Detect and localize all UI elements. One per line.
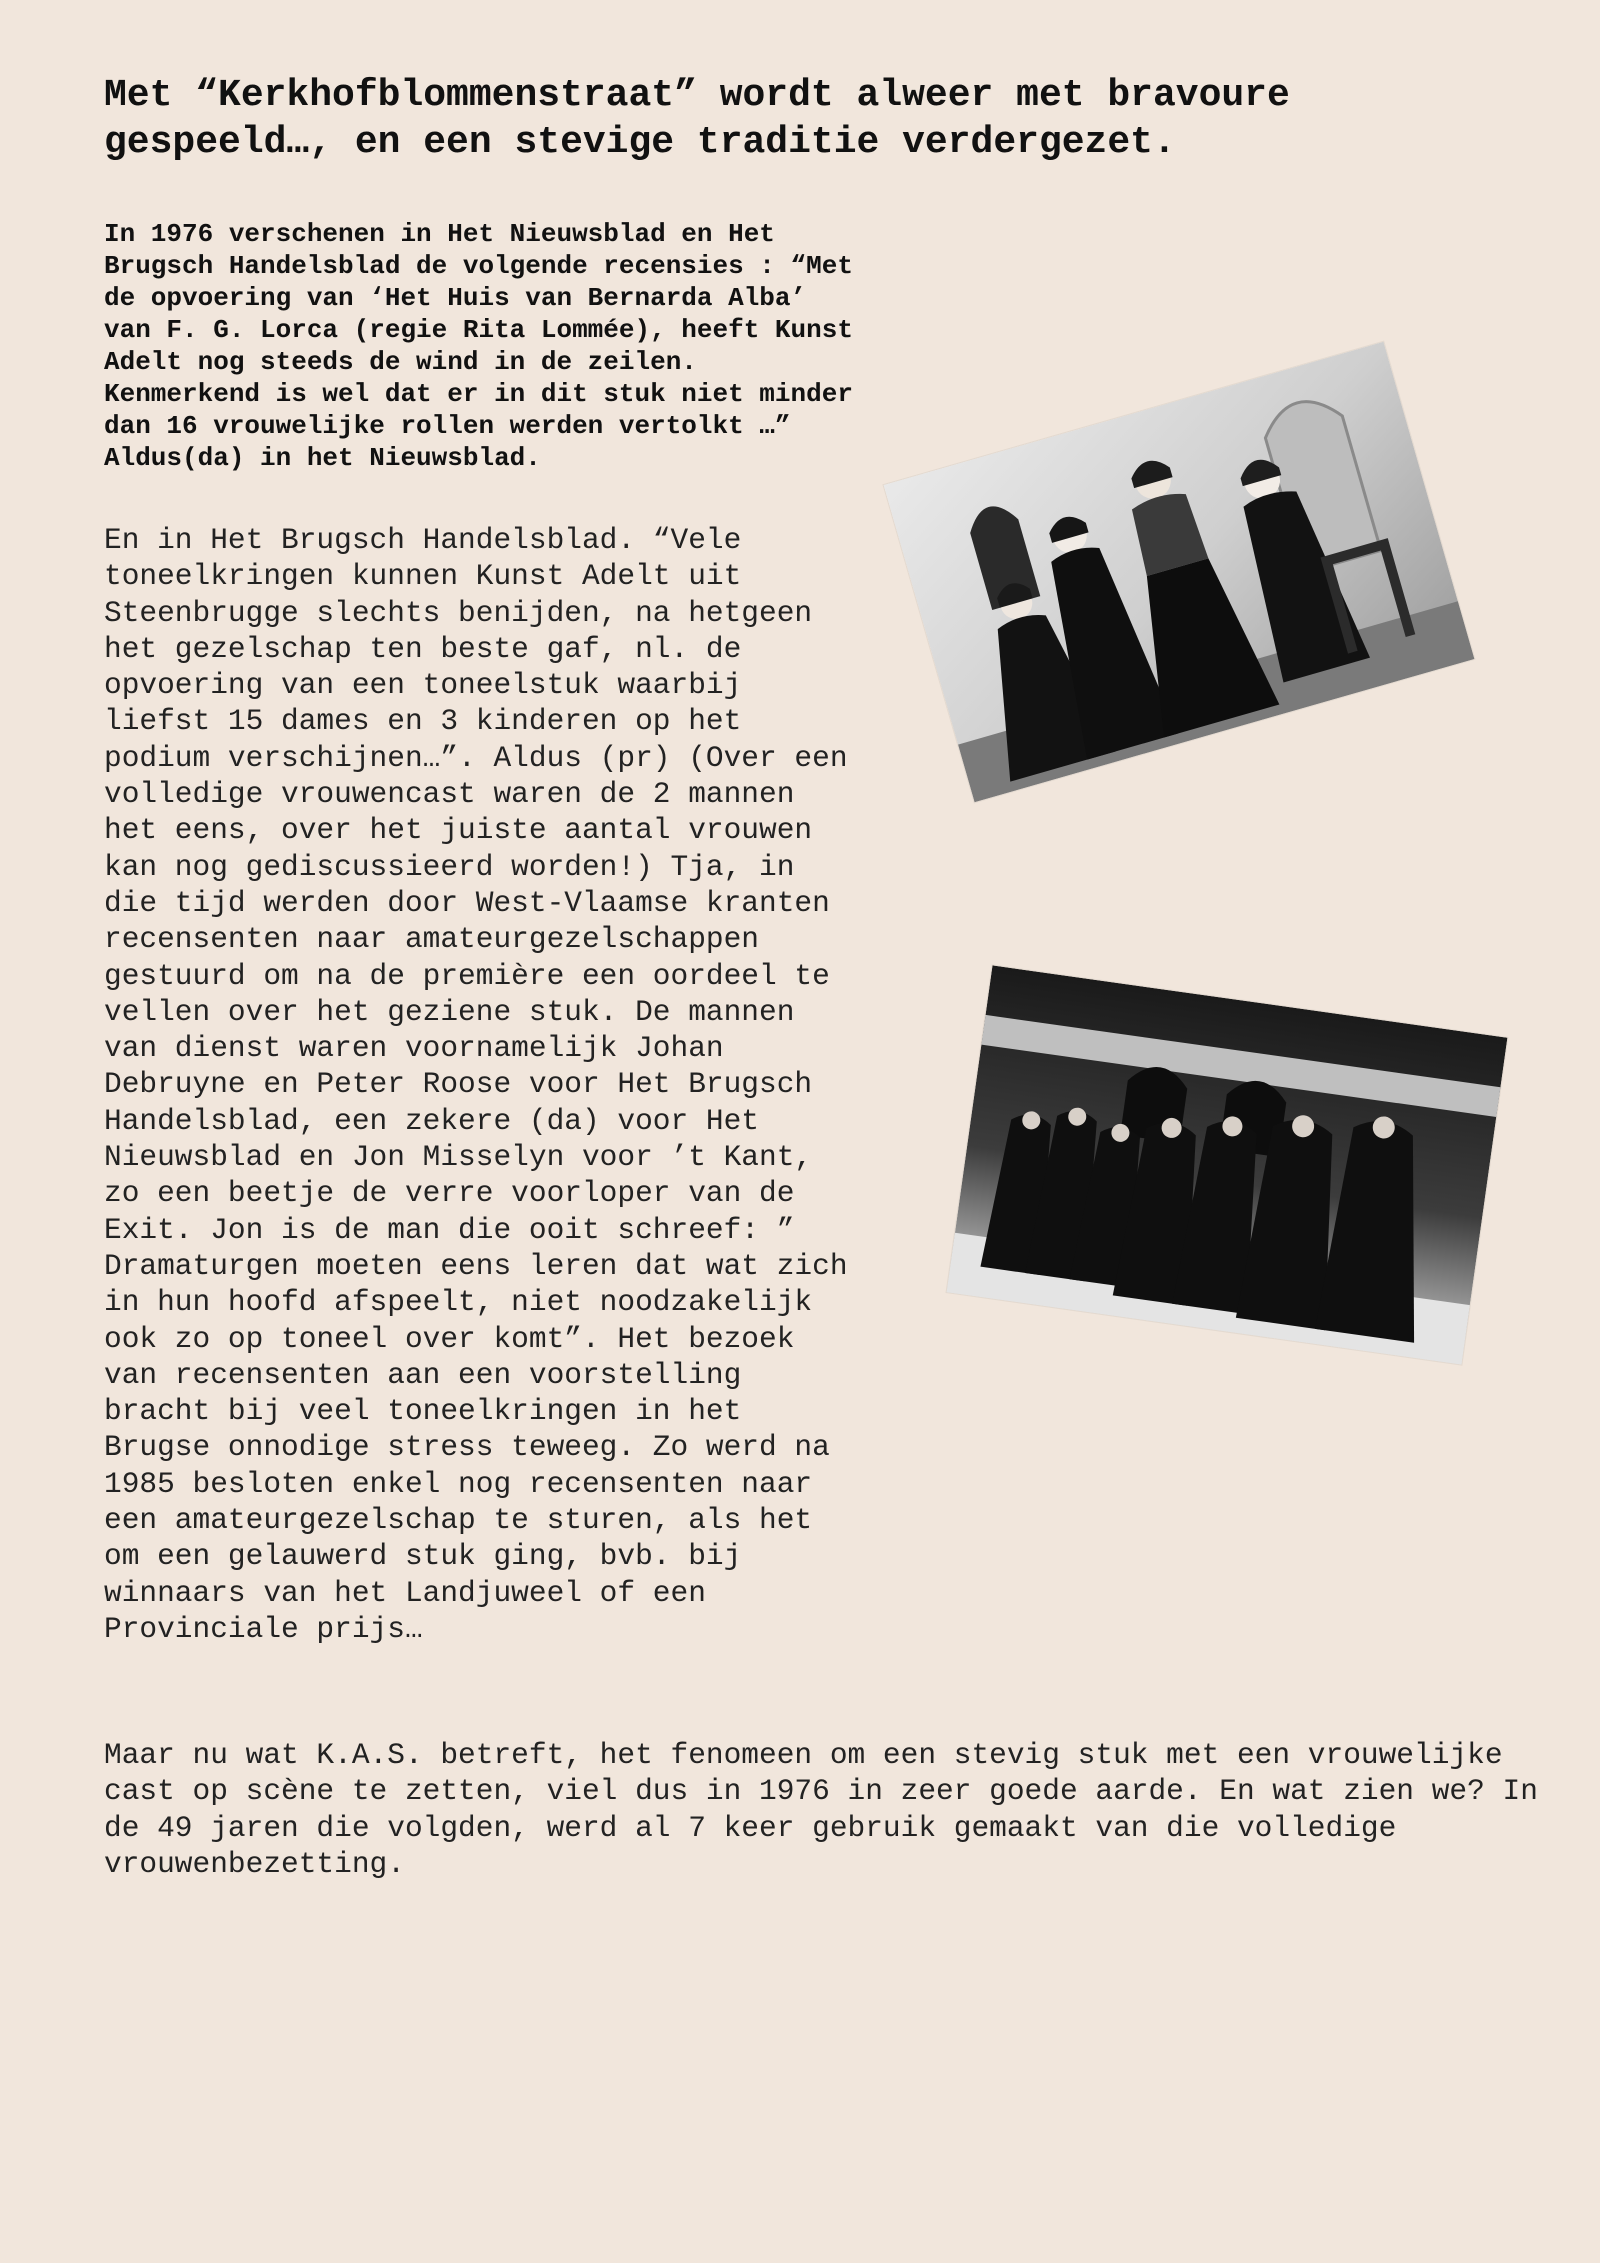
stage-photo-ensemble-image [947,965,1508,1364]
stage-photo-ensemble [947,965,1508,1364]
stage-photo-four-women-image [884,342,1475,803]
closing-paragraph: Maar nu wat K.A.S. betreft, het fenomeen om een stevig stuk met een vrouwelijke cast op scène te zetten, viel dus in 1976 in zeer goede aarde. En wat zien we? In de 49 jaren die volgden, werd al 7 keer gebruik gemaakt van die volledige vrouwenbezetting. [104,1738,1538,1881]
stage-photo-four-women [884,342,1475,803]
body-paragraph: En in Het Brugsch Handelsblad. “Vele toneelkringen kunnen Kunst Adelt uit Steenbrugge slechts benijden, na hetgeen het gezelschap ten beste gaf, nl. de opvoering van een toneelstuk waarbij liefst 15 dames en 3 kinderen op het podium verschijnen…”. Aldus (pr) (Over een volledige vrouwencast waren de 2 mannen het eens, over het juiste aantal vrouwen kan nog gediscussieerd worden!) Tja, in die tijd werden door West-Vlaamse kranten recensenten naar amateurgezelschappen gestuurd om na de première een oordeel te vellen over het geziene stuk. De mannen van dienst waren voornamelijk Johan Debruyne en Peter Roose voor Het Brugsch Handelsblad, een zekere (da) voor Het Nieuwsblad en Jon Misselyn voor ’t Kant, zo een beetje de verre voorloper van de Exit. Jon is de man die ooit schreef: ” Dramaturgen moeten eens leren dat wat zich in hun hoofd afspeelt, niet noodzakelijk ook zo op toneel over komt”. Het bezoek van recensenten aan een voorstelling bracht bij veel toneelkringen in het Brugse onnodige stress teweeg. Zo werd na 1985 besloten enkel nog recensenten naar een amateurgezelschap te sturen, als het om een gelauwerd stuk ging, bvb. bij winnaars van het Landjuweel of een Provinciale prijs… [104,523,848,1646]
page-title: Met “Kerkhofblommenstraat” wordt alweer met bravoure gespeeld…, en een stevige traditie verdergezet. [104,74,1290,164]
intro-paragraph: In 1976 verschenen in Het Nieuwsblad en Het Brugsch Handelsblad de volgende recensies : “Met de opvoering van ‘Het Huis van Bernarda Alba’ van F. G. Lorca (regie Rita Lommée), heeft Kunst Adelt nog steeds de wind in de zeilen. Kenmerkend is wel dat er in dit stuk niet minder dan 16 vrouwelijke rollen werden vertolkt …” Aldus(da) in het Nieuwsblad. [104,219,853,473]
